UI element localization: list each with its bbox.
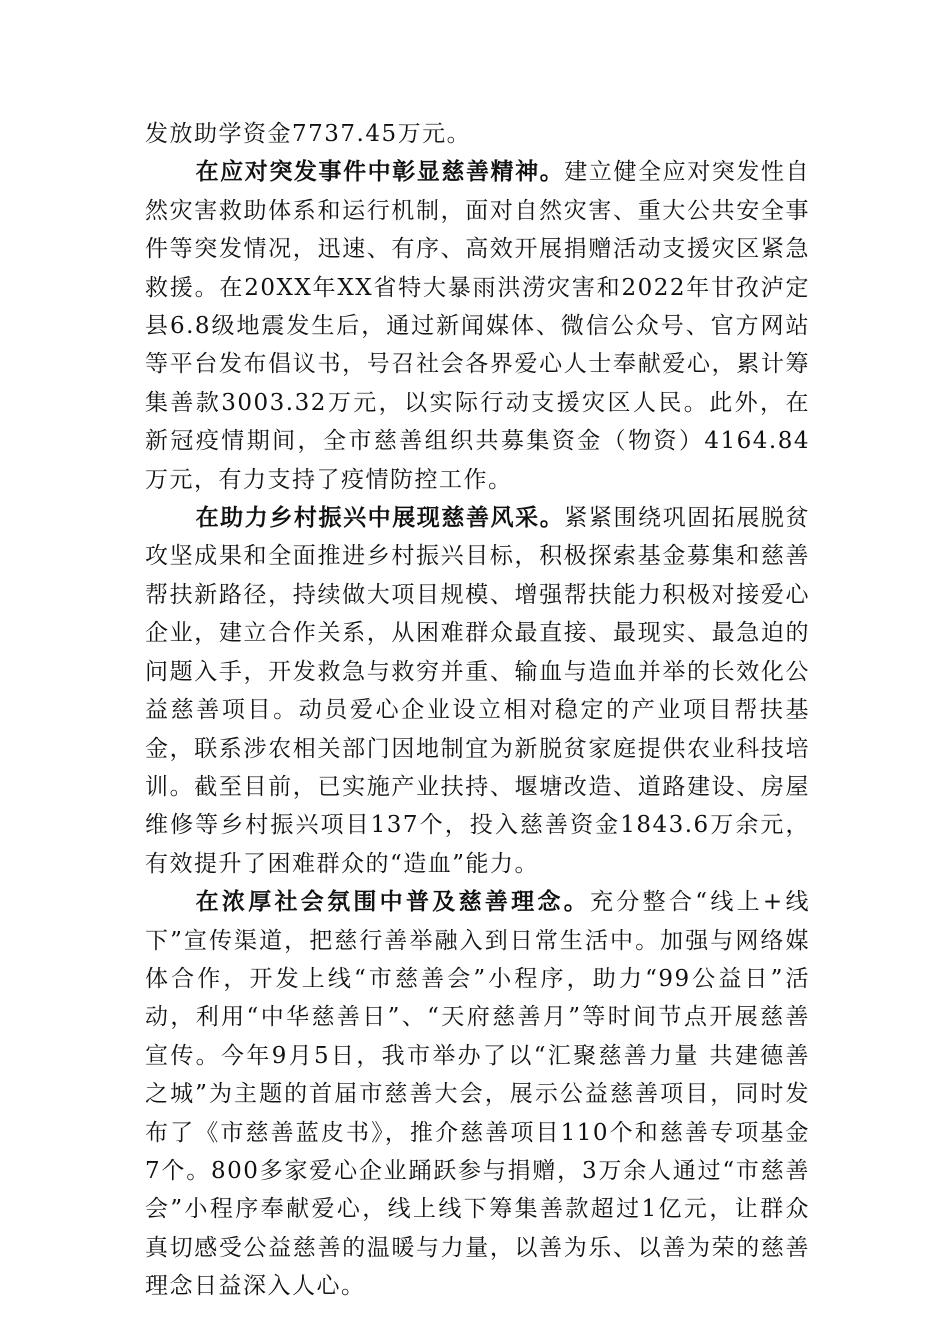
paragraph-1-text: 发放助学资金7737.45万元。: [145, 121, 472, 147]
paragraph-4-heading: 在浓厚社会氛围中普及慈善理念。: [195, 888, 591, 916]
paragraph-4: [145, 883, 810, 1305]
paragraph-4-text: 充分整合“线上+线下”宣传渠道，把慈行善举融入到日常生活中。加强与网络媒体合作，开发上线“市慈善会”小程序，助力“99公益日”活动，利用“中华慈善日”、“天府慈善月”等时间节点开展慈善宣传。今年9月5日，我市举办了以“汇聚慈善力量 共建德善之城”为主题的首届市慈善大会，展示公益慈善项目，同时发布了《市慈善蓝皮书》，推介慈善项目110个和慈善专项基金7个。800多家爱心企业踊跃参与捐赠，3万余人通过“市慈善会”小程序奉献爱心，线上线下筹集善款超过1亿元，让群众真切感受公益慈善的温暖与力量，以善为乐、以善为荣的慈善理念日益深入人心。: [145, 889, 810, 1300]
paragraph-3-heading: 在助力乡村振兴中展现慈善风采。: [195, 504, 565, 532]
paragraph-3: [145, 499, 810, 883]
paragraph-2-heading: 在应对突发事件中彰显慈善精神。: [195, 158, 565, 186]
paragraph-2: [145, 153, 810, 499]
paragraph-1: [145, 115, 810, 153]
paragraph-2-text: 建立健全应对突发性自然灾害救助体系和运行机制，面对自然灾害、重大公共安全事件等突发情况，迅速、有序、高效开展捐赠活动支援灾区紧急救援。在20XX年XX省特大暴雨洪涝灾害和2022年甘孜泸定县6.8级地震发生后，通过新闻媒体、微信公众号、官方网站等平台发布倡议书，号召社会各界爱心人士奉献爱心，累计筹集善款3003.32万元，以实际行动支援灾区人民。此外，在新冠疫情期间，全市慈善组织共募集资金（物资）4164.84万元，有力支持了疫情防控工作。: [145, 159, 811, 493]
document-body: [145, 115, 810, 1306]
paragraph-3-text: 紧紧围绕巩固拓展脱贫攻坚成果和全面推进乡村振兴目标，积极探索基金募集和慈善帮扶新路径，持续做大项目规模、增强帮扶能力积极对接爱心企业，建立合作关系，从困难群众最直接、最现实、最急迫的问题入手，开发救急与救穷并重、输血与造血并举的长效化公益慈善项目。动员爱心企业设立相对稳定的产业项目帮扶基金，联系涉农相关部门因地制宜为新脱贫家庭提供农业科技培训。截至目前，已实施产业扶持、堰塘改造、道路建设、房屋维修等乡村振兴项目137个，投入慈善资金1843.6万余元，有效提升了困难群众的“造血”能力。: [145, 505, 811, 877]
